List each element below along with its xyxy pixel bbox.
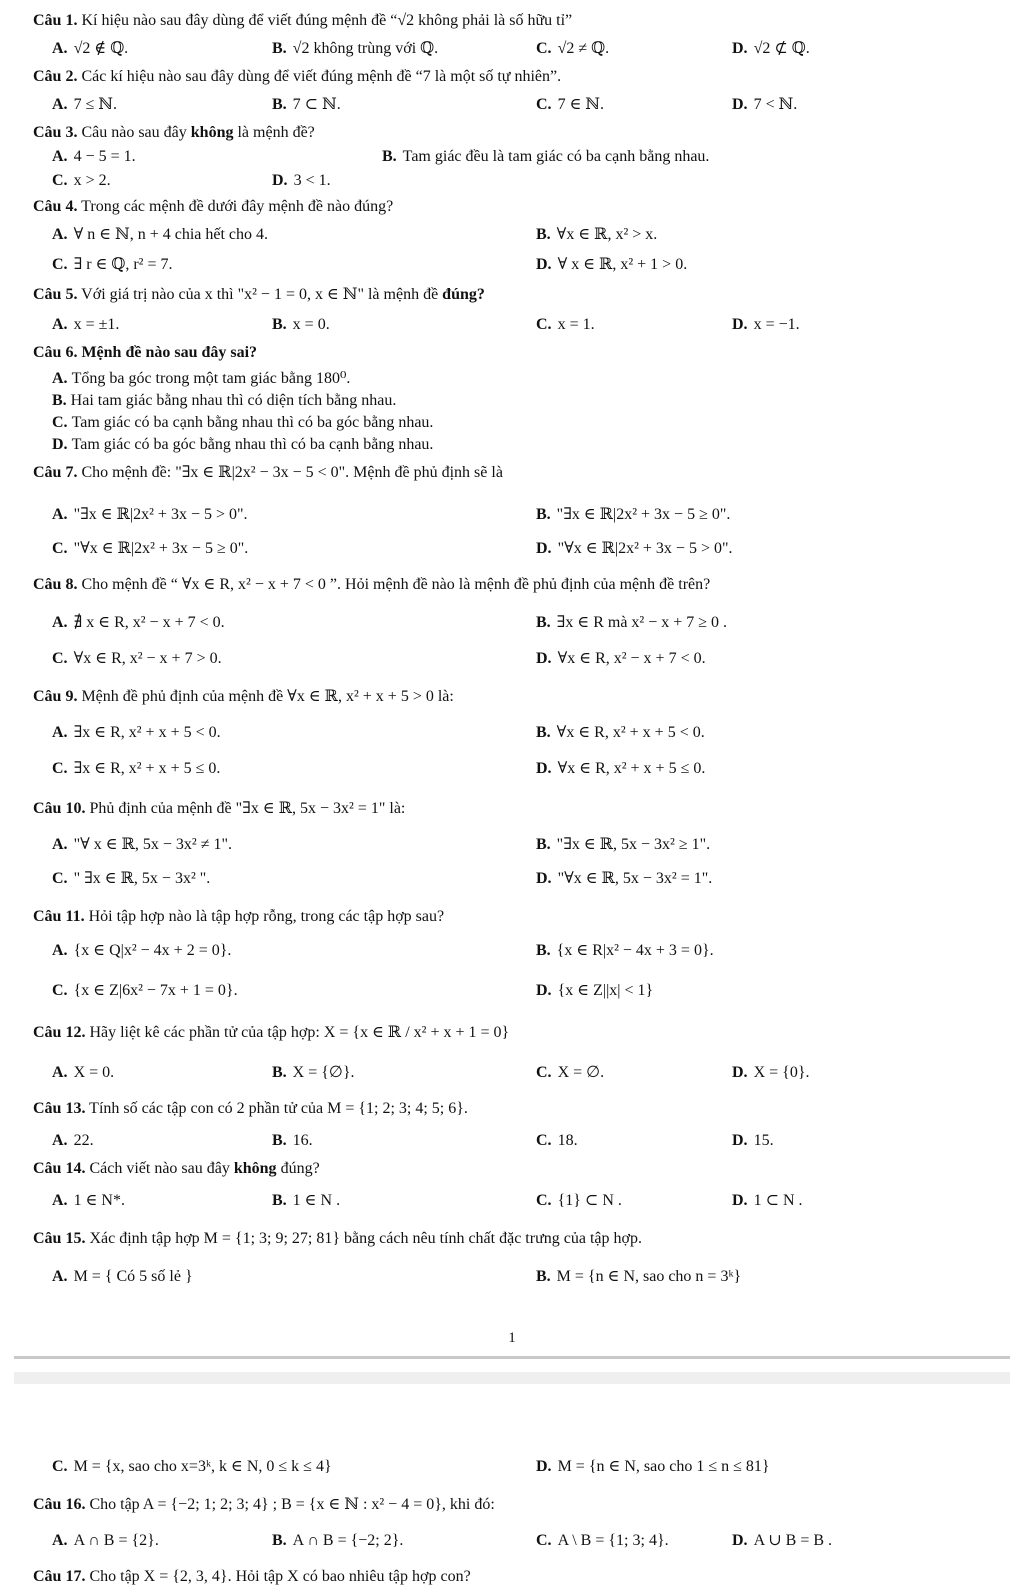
option-2b[interactable]: B. 7 ⊂ ℕ. bbox=[272, 96, 341, 113]
question-text: Hãy liệt kê các phần tử của tập hợp: X = {x ∈ ℝ / x² + x + 1 = 0} bbox=[89, 1024, 510, 1041]
question-title: Câu 11. bbox=[33, 908, 85, 925]
option-4b[interactable]: B. ∀x ∈ ℝ, x² > x. bbox=[536, 226, 658, 243]
option-16a[interactable]: A. A ∩ B = {2}. bbox=[52, 1532, 159, 1549]
option-10b[interactable]: B. "∃x ∈ ℝ, 5x − 3x² ≥ 1". bbox=[536, 836, 711, 853]
option-4a[interactable]: A. ∀ n ∈ ℕ, n + 4 chia hết cho 4. bbox=[52, 226, 269, 243]
page-divider bbox=[14, 1356, 1010, 1359]
question-text: Xác định tập hợp M = {1; 3; 9; 27; 81} bằng cách nêu tính chất đặc trưng của tập hợp. bbox=[89, 1230, 642, 1247]
option-13b[interactable]: B. 16. bbox=[272, 1132, 313, 1149]
option-4d[interactable]: D. ∀ x ∈ ℝ, x² + 1 > 0. bbox=[536, 256, 688, 273]
option-3d[interactable]: D. 3 < 1. bbox=[272, 172, 331, 189]
option-5b[interactable]: B. x = 0. bbox=[272, 316, 330, 333]
option-8d[interactable]: D. ∀x ∈ R, x² − x + 7 < 0. bbox=[536, 650, 706, 667]
option-6b[interactable]: B. Hai tam giác bằng nhau thì có diện tích bằng nhau. bbox=[52, 392, 397, 409]
option-16c[interactable]: C. A \ B = {1; 3; 4}. bbox=[536, 1532, 669, 1549]
option-12b[interactable]: B. X = {∅}. bbox=[272, 1064, 355, 1081]
option-14a[interactable]: A. 1 ∈ N*. bbox=[52, 1192, 125, 1209]
question-title: Câu 6. bbox=[33, 344, 78, 361]
question-title: Câu 12. bbox=[33, 1024, 86, 1041]
option-4c[interactable]: C. ∃ r ∈ ℚ, r² = 7. bbox=[52, 256, 173, 273]
option-1b[interactable]: B. √2 không trùng với ℚ. bbox=[272, 40, 439, 57]
option-15d[interactable]: D. M = {n ∈ N, sao cho 1 ≤ n ≤ 81} bbox=[536, 1458, 770, 1475]
option-15a[interactable]: A. M = { Có 5 số lẻ } bbox=[52, 1268, 193, 1285]
option-1c[interactable]: C. √2 ≠ ℚ. bbox=[536, 40, 610, 57]
option-16d[interactable]: D. A ∪ B = B . bbox=[732, 1532, 833, 1549]
question-text: Cho mệnh đề “ ∀x ∈ R, x² − x + 7 < 0 ”. Hỏi mệnh đề nào là mệnh đề phủ định của mệnh đề trên? bbox=[81, 576, 711, 593]
option-3a[interactable]: A. 4 − 5 = 1. bbox=[52, 148, 136, 165]
question-text: Phủ định của mệnh đề "∃x ∈ ℝ, 5x − 3x² = 1" là: bbox=[89, 800, 406, 817]
option-6d[interactable]: D. Tam giác có ba góc bằng nhau thì có ba cạnh bằng nhau. bbox=[52, 436, 434, 453]
question-text: Hỏi tập hợp nào là tập hợp rỗng, trong các tập hợp sau? bbox=[88, 908, 445, 925]
option-11d[interactable]: D. {x ∈ Z||x| < 1} bbox=[536, 982, 654, 999]
option-1d[interactable]: D. √2 ⊄ ℚ. bbox=[732, 40, 810, 57]
option-15b[interactable]: B. M = {n ∈ N, sao cho n = 3ᵏ} bbox=[536, 1268, 742, 1285]
option-9d[interactable]: D. ∀x ∈ R, x² + x + 5 ≤ 0. bbox=[536, 760, 706, 777]
option-8a[interactable]: A. ∄ x ∈ R, x² − x + 7 < 0. bbox=[52, 614, 225, 631]
option-8c[interactable]: C. ∀x ∈ R, x² − x + 7 > 0. bbox=[52, 650, 222, 667]
page-number: 1 bbox=[508, 1330, 516, 1346]
question-text: Mệnh đề nào sau đây sai? bbox=[81, 344, 258, 361]
option-2d[interactable]: D. 7 < ℕ. bbox=[732, 96, 798, 113]
question-text: Các kí hiệu nào sau đây dùng để viết đúng mệnh đề “7 là một số tự nhiên”. bbox=[81, 68, 562, 85]
question-title: Câu 3. bbox=[33, 124, 78, 141]
option-15c[interactable]: C. M = {x, sao cho x=3ᵏ, k ∈ N, 0 ≤ k ≤ 4} bbox=[52, 1458, 332, 1475]
question-title: Câu 15. bbox=[33, 1230, 86, 1247]
question-title: Câu 7. bbox=[33, 464, 78, 481]
option-9a[interactable]: A. ∃x ∈ R, x² + x + 5 < 0. bbox=[52, 724, 221, 741]
option-8b[interactable]: B. ∃x ∈ R mà x² − x + 7 ≥ 0 . bbox=[536, 614, 728, 631]
option-11a[interactable]: A. {x ∈ Q|x² − 4x + 2 = 0}. bbox=[52, 942, 232, 959]
question-text: Mệnh đề phủ định của mệnh đề ∀x ∈ ℝ, x² + x + 5 > 0 là: bbox=[81, 688, 454, 705]
option-3b[interactable]: B. Tam giác đều là tam giác có ba cạnh bằng nhau. bbox=[382, 148, 710, 165]
exam-page: Câu 1. Kí hiệu nào sau đây dùng để viết đúng mệnh đề “√2 không phải là số hữu tỉ” A. √2 ∉ ℚ. B. √2 không trùng với ℚ. C. √2 ≠ ℚ. D. √2 ⊄ ℚ. Câu 2. Các kí hiệu nào sau đây dùng để viết đúng mệnh đề “7 là một số tự nhiên”. A. 7 ≤ ℕ. B. 7 ⊂ ℕ. C. 7 ∈ ℕ. D. 7 < ℕ. Câu 3. Câu nào sau đây không là mệnh đề? A. 4 − 5 = 1. B. Tam giác đều là tam giác có ba cạnh bằng nhau. C. x > 2. D. 3 < 1. Câu 4. Trong các mệnh đề dưới đây mệnh đề nào đúng? A. ∀ n ∈ ℕ, n + 4 chia hết cho 4. B. ∀x ∈ ℝ, x² > x. C. ∃ r ∈ ℚ, r² = 7. D. ∀ x ∈ ℝ, x² + 1 > 0. Câu 5. Với giá trị nào của x thì "x² − 1 = 0, x ∈ ℕ" là mệnh đề đúng? A. x = ±1. B. x = 0. C. x = 1. D. x = −1. Câu 6. Mệnh đề nào sau đây sai? A. Tổng ba góc trong một tam giác bằng 180⁰. B. Hai tam giác bằng nhau thì có diện tích bằng nhau. C. Tam giác có ba cạnh bằng nhau thì có ba góc bằng nhau. D. Tam giác có ba góc bằng nhau thì có ba cạnh bằng nhau. Câu 7. Cho mệnh đề: "∃x ∈ ℝ|2x² − 3x − 5 < 0". Mệnh đề phủ định sẽ là A. "∃x ∈ ℝ|2x² + 3x − 5 > 0". B. "∃x ∈ ℝ|2x² + 3x − 5 ≥ 0". C. "∀x ∈ ℝ|2x² + 3x − 5 ≥ 0". D. "∀x ∈ ℝ|2x² + 3x − 5 > 0". Câu 8. Cho mệnh đề “ ∀x ∈ R, x² − x + 7 < 0 ”. Hỏi mệnh đề nào là mệnh đề phủ định của mệnh đề trên? A. ∄ x ∈ R, x² − x + 7 < 0. B. ∃x ∈ R mà x² − x + 7 ≥ 0 . C. ∀x ∈ R, x² − x + 7 > 0. D. ∀x ∈ R, x² − x + 7 < 0. Câu 9. Mệnh đề phủ định của mệnh đề ∀x ∈ ℝ, x² + x + 5 > 0 là: A. ∃x ∈ R, x² + x + 5 < 0. B. ∀x ∈ R, x² + x + 5 < 0. C. ∃x ∈ R, x² + x + 5 ≤ 0. D. ∀x ∈ R, x² + x + 5 ≤ 0. Câu 10. Phủ định của mệnh đề "∃x ∈ ℝ, 5x − 3x² = 1" là: A. "∀ x ∈ ℝ, 5x − 3x² ≠ 1". B. "∃x ∈ ℝ, 5x − 3x² ≥ 1". C. " ∃x ∈ ℝ, 5x − 3x² ". D. "∀x ∈ ℝ, 5x − 3x² = 1". Câu 11. Hỏi tập hợp nào là tập hợp rỗng, trong các tập hợp sau? A. {x ∈ Q|x² − 4x + 2 = 0}. B. {x ∈ R|x² − 4x + 3 = 0}. C. {x ∈ Z|6x² − 7x + 1 = 0}. D. {x ∈ Z||x| < 1} Câu 12. Hãy liệt kê các phần tử của tập hợp: X = {x ∈ ℝ / x² + x + 1 = 0} A. X = 0. B. X = {∅}. C. X = ∅. D. X = {0}. Câu 13. Tính số các tập con có 2 phần tử của M = {1; 2; 3; 4; 5; 6}. A. 22. B. 16. C. 18. D. 15. Câu 14. Cách viết nào sau đây không đúng? A. 1 ∈ N*. B. 1 ∈ N . C. {1} ⊂ N . D. 1 ⊂ N . Câu 15. Xác định tập hợp M = {1; 3; 9; 27; 81} bằng cách nêu tính chất đặc trưng của tập hợp. A. M = { Có 5 số lẻ } B. M = {n ∈ N, sao cho n = 3ᵏ} 1 C. M = {x, sao cho x=3ᵏ, k ∈ N, 0 ≤ k ≤ 4} D. M = {n ∈ N, sao cho 1 ≤ n ≤ 81} Câu 16. Cho tập A = {−2; 1; 2; 3; 4} ; B = {x ∈ ℕ : x² − 4 = 0}, khi đó: A. A ∩ B = {2}. B. A ∩ B = {−2; 2}. C. A \ B = {1; 3; 4}. D. A ∪ B = B . Câu 17. Cho tập X = {2, 3, 4}. Hỏi tập X có bao nhiêu tập hợp con? bbox=[0, 0, 1024, 1591]
option-7b[interactable]: B. "∃x ∈ ℝ|2x² + 3x − 5 ≥ 0". bbox=[536, 506, 731, 523]
question-title: Câu 9. bbox=[33, 688, 78, 705]
option-10c[interactable]: C. " ∃x ∈ ℝ, 5x − 3x² ". bbox=[52, 870, 211, 887]
question-title: Câu 5. bbox=[33, 286, 78, 303]
option-7d[interactable]: D. "∀x ∈ ℝ|2x² + 3x − 5 > 0". bbox=[536, 540, 733, 557]
option-13d[interactable]: D. 15. bbox=[732, 1132, 774, 1149]
option-6c[interactable]: C. Tam giác có ba cạnh bằng nhau thì có ba góc bằng nhau. bbox=[52, 414, 434, 431]
option-6a[interactable]: A. Tổng ba góc trong một tam giác bằng 180⁰. bbox=[52, 370, 351, 387]
option-16b[interactable]: B. A ∩ B = {−2; 2}. bbox=[272, 1532, 404, 1549]
option-5d[interactable]: D. x = −1. bbox=[732, 316, 800, 333]
question-title: Câu 1. bbox=[33, 12, 78, 29]
question-title: Câu 8. bbox=[33, 576, 78, 593]
question-title: Câu 4. bbox=[33, 198, 78, 215]
option-13a[interactable]: A. 22. bbox=[52, 1132, 94, 1149]
option-1a[interactable]: A. √2 ∉ ℚ. bbox=[52, 40, 129, 57]
option-9c[interactable]: C. ∃x ∈ R, x² + x + 5 ≤ 0. bbox=[52, 760, 221, 777]
option-10d[interactable]: D. "∀x ∈ ℝ, 5x − 3x² = 1". bbox=[536, 870, 713, 887]
question-text: Cho tập A = {−2; 1; 2; 3; 4} ; B = {x ∈ ℕ : x² − 4 = 0}, khi đó: bbox=[89, 1496, 495, 1513]
question-text: Trong các mệnh đề dưới đây mệnh đề nào đúng? bbox=[81, 198, 394, 215]
option-14d[interactable]: D. 1 ⊂ N . bbox=[732, 1192, 803, 1209]
option-12a[interactable]: A. X = 0. bbox=[52, 1064, 115, 1081]
option-12c[interactable]: C. X = ∅. bbox=[536, 1064, 605, 1081]
option-2c[interactable]: C. 7 ∈ ℕ. bbox=[536, 96, 605, 113]
question-text: Cho mệnh đề: "∃x ∈ ℝ|2x² − 3x − 5 < 0". Mệnh đề phủ định sẽ là bbox=[81, 464, 503, 481]
option-7a[interactable]: A. "∃x ∈ ℝ|2x² + 3x − 5 > 0". bbox=[52, 506, 248, 523]
question-title: Câu 10. bbox=[33, 800, 86, 817]
option-5c[interactable]: C. x = 1. bbox=[536, 316, 595, 333]
option-13c[interactable]: C. 18. bbox=[536, 1132, 578, 1149]
question-text: Cho tập X = {2, 3, 4}. Hỏi tập X có bao nhiêu tập hợp con? bbox=[89, 1568, 471, 1585]
option-14b[interactable]: B. 1 ∈ N . bbox=[272, 1192, 341, 1209]
option-9b[interactable]: B. ∀x ∈ R, x² + x + 5 < 0. bbox=[536, 724, 705, 741]
option-7c[interactable]: C. "∀x ∈ ℝ|2x² + 3x − 5 ≥ 0". bbox=[52, 540, 249, 557]
option-2a[interactable]: A. 7 ≤ ℕ. bbox=[52, 96, 117, 113]
question-text: Kí hiệu nào sau đây dùng để viết đúng mệnh đề “√2 không phải là số hữu tỉ” bbox=[81, 12, 573, 29]
question-title: Câu 16. bbox=[33, 1496, 86, 1513]
question-title: Câu 17. bbox=[33, 1568, 86, 1585]
question-title: Câu 14. bbox=[33, 1160, 86, 1177]
option-14c[interactable]: C. {1} ⊂ N . bbox=[536, 1192, 622, 1209]
option-3c[interactable]: C. x > 2. bbox=[52, 172, 111, 189]
option-5a[interactable]: A. x = ±1. bbox=[52, 316, 120, 333]
option-12d[interactable]: D. X = {0}. bbox=[732, 1064, 810, 1081]
question-text: Tính số các tập con có 2 phần tử của M = {1; 2; 3; 4; 5; 6}. bbox=[89, 1100, 468, 1117]
question-title: Câu 2. bbox=[33, 68, 78, 85]
option-11b[interactable]: B. {x ∈ R|x² − 4x + 3 = 0}. bbox=[536, 942, 714, 959]
option-10a[interactable]: A. "∀ x ∈ ℝ, 5x − 3x² ≠ 1". bbox=[52, 836, 233, 853]
question-title: Câu 13. bbox=[33, 1100, 86, 1117]
option-11c[interactable]: C. {x ∈ Z|6x² − 7x + 1 = 0}. bbox=[52, 982, 238, 999]
page-gap bbox=[14, 1372, 1010, 1384]
